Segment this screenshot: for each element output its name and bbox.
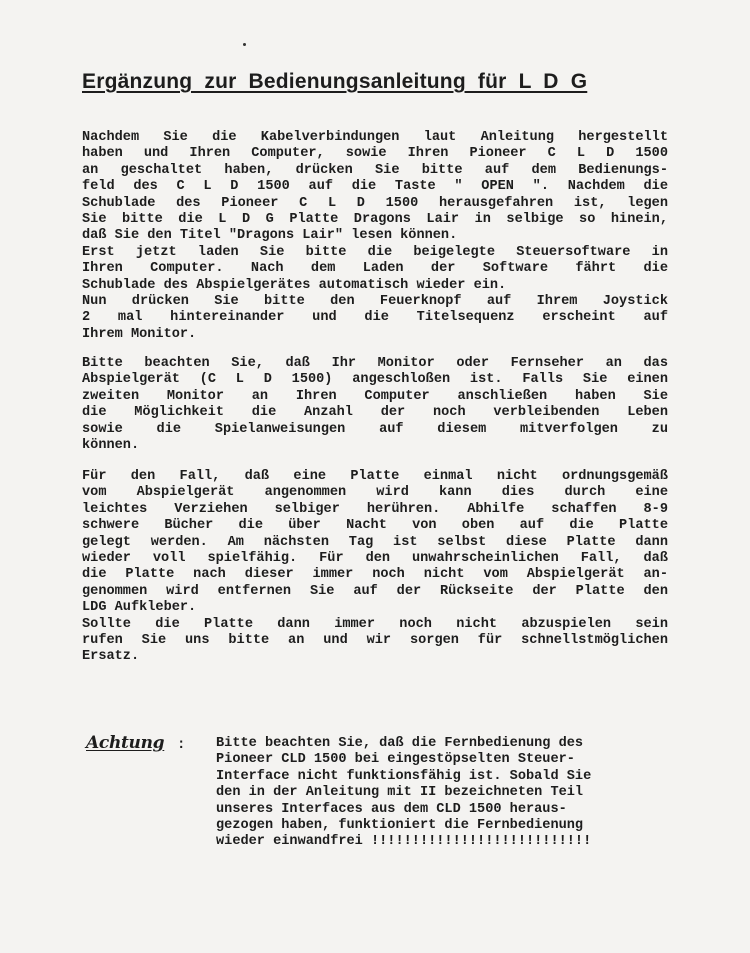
text-line: an geschaltet haben, drücken Sie bitte auf dem Bedienungs- [82, 162, 668, 178]
text-line: LDG Aufkleber. [82, 600, 197, 616]
scan-speck [243, 43, 246, 46]
text-line: Nun drücken Sie bitte den Feuerknopf auf Ihrem Joystick [82, 293, 668, 309]
text-line: vom Abspielgerät angenommen wird kann dies durch eine [82, 485, 668, 501]
text-line: genommen wird entfernen Sie auf der Rückseite der Platte den [82, 583, 668, 599]
note-text [216, 736, 666, 851]
text-line: leichtes Verziehen selbiger herühren. Abhilfe schaffen 8-9 [82, 501, 668, 517]
text-line: die Möglichkeit die Anzahl der noch verbleibenden Leben [82, 405, 668, 421]
text-line: rufen Sie uns bitte an und wir sorgen für schnellstmöglichen [82, 632, 668, 648]
text-line: Abspielgerät (C L D 1500) angeschloßen ist. Falls Sie einen [82, 372, 668, 388]
text-line: Schublade des Pioneer C L D 1500 herausgefahren ist, legen [82, 195, 668, 211]
text-line: Bitte beachten Sie, daß Ihr Monitor oder Fernseher an das [82, 356, 668, 371]
text-line: Bitte beachten Sie, daß die Fernbedienung des [216, 736, 584, 751]
text-line: den in der Anleitung mit II bezeichneten Teil [216, 785, 584, 801]
paragraph-disc-repair [82, 469, 668, 666]
text-line: Sie bitte die L D G Platte Dragons Lair in selbige so hinein, [82, 211, 668, 227]
paragraph-monitor-connection [82, 356, 668, 454]
document-heading: Ergänzung zur Bedienungsanleitung für L D G [82, 70, 588, 93]
text-line: zweiten Monitor an Ihren Computer anschließen haben Sie [82, 388, 668, 404]
text-line: Erst jetzt laden Sie bitte die beigelegte Steuersoftware in [82, 244, 668, 260]
text-line: gezogen haben, funktioniert die Fernbedienung [216, 817, 584, 833]
text-line: feld des C L D 1500 auf die Taste " OPEN ". Nachdem die [82, 179, 668, 195]
text-line: unseres Interfaces aus dem CLD 1500 heraus- [216, 801, 567, 817]
text-line: 2 mal hintereinander und die Titelsequenz erscheint auf [82, 310, 668, 326]
text-line: wieder voll spielfähig. Für den unwahrscheinlichen Fall, daß [82, 550, 668, 566]
text-line: die Platte nach dieser immer noch nicht vom Abspielgerät an- [82, 567, 668, 583]
text-line: Nachdem Sie die Kabelverbindungen laut Anleitung hergestellt [82, 130, 668, 145]
paragraph-setup-instructions [82, 130, 668, 343]
text-line: Für den Fall, daß eine Platte einmal nicht ordnungsgemäß [82, 469, 668, 484]
text-line: Schublade des Abspielgerätes automatisch wieder ein. [82, 277, 507, 293]
text-line: Pioneer CLD 1500 bei eingestöpselten Steuer- [216, 752, 575, 768]
text-line: schwere Bücher die über Nacht von oben auf die Platte [82, 518, 668, 534]
note-label: Achtung [86, 733, 165, 753]
text-line: können. [82, 437, 140, 453]
text-line: Ihren Computer. Nach dem Laden der Software fährt die [82, 261, 668, 277]
text-line: Interface nicht funktionsfähig ist. Sobald Sie [216, 768, 592, 784]
text-line: haben und Ihren Computer, sowie Ihren Pioneer C L D 1500 [82, 146, 668, 162]
text-line: Ihrem Monitor. [82, 326, 197, 342]
text-line: daß Sie den Titel "Dragons Lair" lesen können. [82, 228, 458, 244]
text-line: Sollte die Platte dann immer noch nicht abzuspielen sein [82, 616, 668, 632]
text-line: sowie die Spielanweisungen auf diesem mitverfolgen zu [82, 421, 668, 437]
note-colon: : [177, 737, 186, 753]
text-line: gelegt werden. Am nächsten Tag ist selbst diese Platte dann [82, 534, 668, 550]
text-line: Ersatz. [82, 649, 140, 665]
text-line: wieder einwandfrei !!!!!!!!!!!!!!!!!!!!!!!!!!! [216, 834, 592, 850]
